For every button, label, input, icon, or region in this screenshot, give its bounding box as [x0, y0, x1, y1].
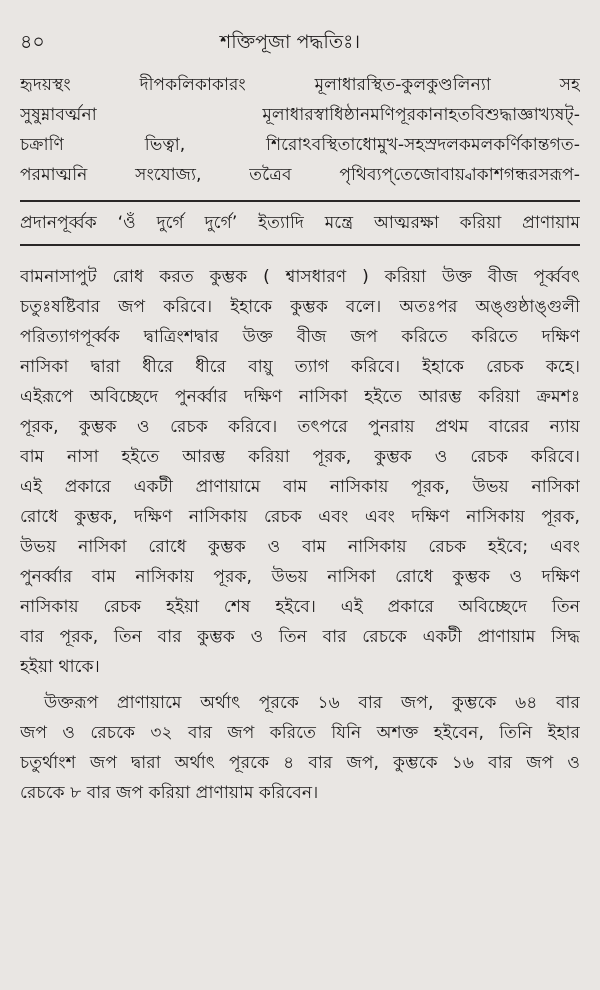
text-line: উভয় নাসিকা রোধে কুম্ভক ও বাম নাসিকায় রেচক হইবে; এবং — [20, 537, 580, 557]
text-line: পূরক, কুম্ভক ও রেচক করিবে। তৎপরে পুনরায় প্রথম বারের ন্যায় — [20, 417, 580, 437]
text-line: হৃদয়স্থং দীপকলিকাকারং মূলাধারস্থিত-কুলকুণ্ডলিন্যা সহ — [20, 75, 580, 95]
running-title: শক্তিপূজা পদ্ধতিঃ। — [220, 31, 361, 53]
top-text-block — [20, 70, 580, 190]
text-line: এইরূপে অবিচ্ছেদে পুনর্ব্বার দক্ষিণ নাসিকা হইতে আরম্ভ করিয়া ক্রমশঃ — [20, 387, 580, 407]
boxed-note: প্রদানপূর্ব্বক ‘ওঁ দুর্গে দুর্গে’ ইত্যাদি মন্ত্রে আত্মরক্ষা করিয়া প্রাণায়াম — [20, 213, 580, 233]
text-line: নাসিকা দ্বারা ধীরে ধীরে বায়ু ত্যাগ করিবে। ইহাকে রেচক কহে। — [20, 357, 580, 377]
text-line: চতুর্থাংশ জপ দ্বারা অর্থাৎ পূরকে ৪ বার জপ, কুম্ভকে ১৬ বার জপ ও — [20, 753, 580, 773]
text-line: বামনাসাপুট রোধ করত কুম্ভক ( শ্বাসধারণ ) করিয়া উক্ত বীজ পূর্ব্ববৎ — [20, 267, 580, 287]
text-line: বার পূরক, তিন বার কুম্ভক ও তিন বার রেচকে একটী প্রাণায়াম সিদ্ধ — [20, 627, 580, 647]
horizontal-rule-top — [20, 200, 580, 202]
text-line: বাম নাসা হইতে আরম্ভ করিয়া পূরক, কুম্ভক ও রেচক করিবে। — [20, 447, 580, 467]
text-line: নাসিকায় রেচক হইয়া শেষ হইবে। এই প্রকারে অবিচ্ছেদে তিন — [20, 597, 580, 617]
text-line: চতুঃষষ্টিবার জপ করিবে। ইহাকে কুম্ভক বলে। অতঃপর অঙ্গুষ্ঠাঙ্গুলী — [20, 297, 580, 317]
text-line: পরিত্যাগপূর্ব্বক দ্বাত্রিংশদ্বার উক্ত বীজ জপ করিতে করিতে দক্ষিণ — [20, 327, 580, 347]
body-paragraph-2 — [20, 688, 580, 808]
body-paragraph-1 — [20, 262, 580, 682]
page-number: ৪০ — [20, 31, 45, 53]
text-line: উক্তরূপ প্রাণায়ামে অর্থাৎ পূরকে ১৬ বার জপ, কুম্ভকে ৬৪ বার — [44, 693, 580, 713]
text-line: পুনর্ব্বার বাম নাসিকায় পূরক, উভয় নাসিকা রোধে কুম্ভক ও দক্ষিণ — [20, 567, 580, 587]
text-line: পরমাত্মনি সংযোজ্য, তত্রৈব পৃথিব্যপ্‌তেজোবায়্বাকাশগন্ধরসরূপ- — [20, 165, 580, 185]
horizontal-rule-bottom — [20, 244, 580, 246]
page-header — [20, 28, 580, 62]
text-line: সুষুম্নাবর্ত্মনা মূলাধারস্বাধিষ্ঠানমণিপূরকানাহতবিশুদ্ধাজ্ঞাখ্যষট্- — [20, 105, 580, 125]
text-line: জপ ও রেচকে ৩২ বার জপ করিতে যিনি অশক্ত হইবেন, তিনি ইহার — [20, 723, 580, 743]
text-line: চক্রাণি ভিত্বা, শিরোঽবস্থিতাধোমুখ-সহস্রদলকমলকর্ণিকান্তগত- — [20, 135, 580, 155]
text-line: এই প্রকারে একটী প্রাণায়ামে বাম নাসিকায় পূরক, উভয় নাসিকা — [20, 477, 580, 497]
text-line: হইয়া থাকে। — [20, 657, 100, 677]
text-line: রেচকে ৮ বার জপ করিয়া প্রাণায়াম করিবেন। — [20, 783, 319, 803]
text-line: রোধে কুম্ভক, দক্ষিণ নাসিকায় রেচক এবং এবং দক্ষিণ নাসিকায় পূরক, — [20, 507, 580, 527]
